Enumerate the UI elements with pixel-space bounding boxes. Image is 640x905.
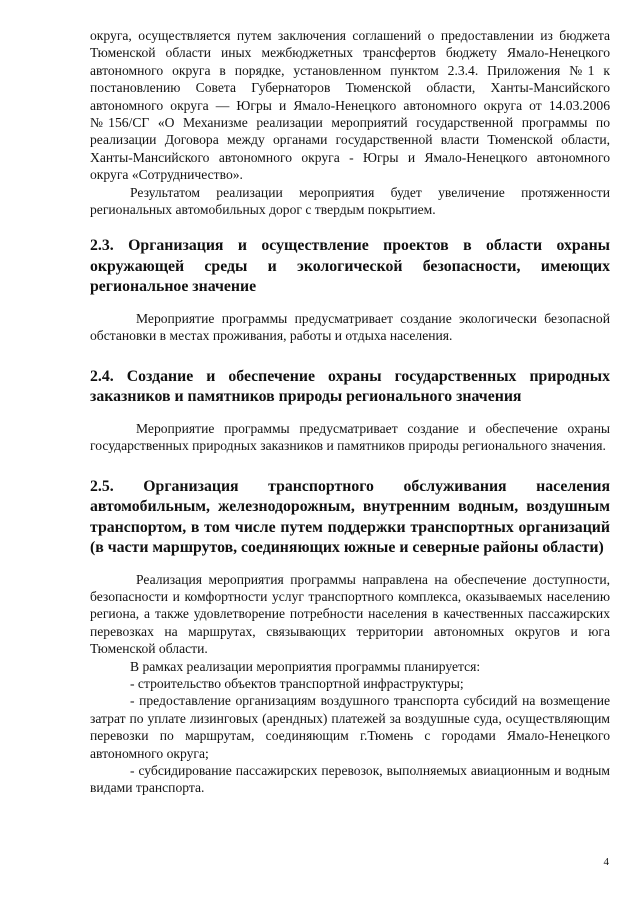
result-paragraph: Результатом реализации мероприятия будет увеличение протяженности региональных автомобильных дорог с твердым покрытием. xyxy=(90,184,610,218)
section-heading-2-5: 2.5. Организация транспортного обслуживания населения автомобильным, железнодорожным, внутренним водным, воздушным транспортом, в том числе путем поддержки транспортных организаций (в части маршрутов, соединяющих южные и северные районы области) xyxy=(90,477,610,557)
section-2-3-paragraph: Мероприятие программы предусматривает создание экологически безопасной обстановки в местах проживания, работы и отдыха населения. xyxy=(90,310,610,344)
section-2-4-paragraph: Мероприятие программы предусматривает создание и обеспечение охраны государственных природных заказников и памятников природы регионального значения. xyxy=(90,420,610,454)
section-heading-2-3: 2.3. Организация и осуществление проектов в области охраны окружающей среды и экологической безопасности, имеющих региональное значение xyxy=(90,237,610,296)
list-item: - предоставление организациям воздушного транспорта субсидий на возмещение затрат по уплате лизинговых (арендных) платежей за воздушные суда, осуществляющим перевозки по маршрутам, соединяющим г.Тюмень с городами Ямало-Ненецкого автономного округа; xyxy=(90,693,610,761)
list-item: - субсидирование пассажирских перевозок, выполняемых авиационным и водным видами транспорта. xyxy=(90,763,610,796)
document-page xyxy=(90,27,610,797)
page-number: 4 xyxy=(603,856,609,868)
intro-paragraph: округа, осуществляется путем заключения соглашений о предоставлении из бюджета Тюменской области иных межбюджетных трансфертов бюджету Ямало-Ненецкого автономного округа в порядке, установленном пунктом 2.3.4. Приложения №1 к постановлению Совета Губернаторов Тюменской области, Ханты-Мансийского автономного округа — Югры и Ямало-Ненецкого автономного округа от 14.03.2006 №156/СГ «О Механизме реализации мероприятий государственной программы по реализации Договора между органами государственной власти Тюменской области, Ханты-Мансийского автономного округа - Югры и Ямало-Ненецкого автономного округа «Сотрудничество». xyxy=(90,28,610,183)
section-2-5-plan-intro: В рамках реализации мероприятия программы планируется: xyxy=(130,658,481,674)
list-item: - строительство объектов транспортной инфраструктуры; xyxy=(130,676,464,692)
section-2-5-paragraph: Реализация мероприятия программы направлена на обеспечение доступности, безопасности и комфортности услуг транспортного комплекса, оказываемых населению региона, а также удовлетворение потребности населения в качественных пассажирских перевозках на маршрутах, связывающих территории автономных округов и юга Тюменской области. xyxy=(90,571,610,657)
section-heading-2-4: 2.4. Создание и обеспечение охраны государственных природных заказников и памятников природы регионального значения xyxy=(90,367,610,406)
